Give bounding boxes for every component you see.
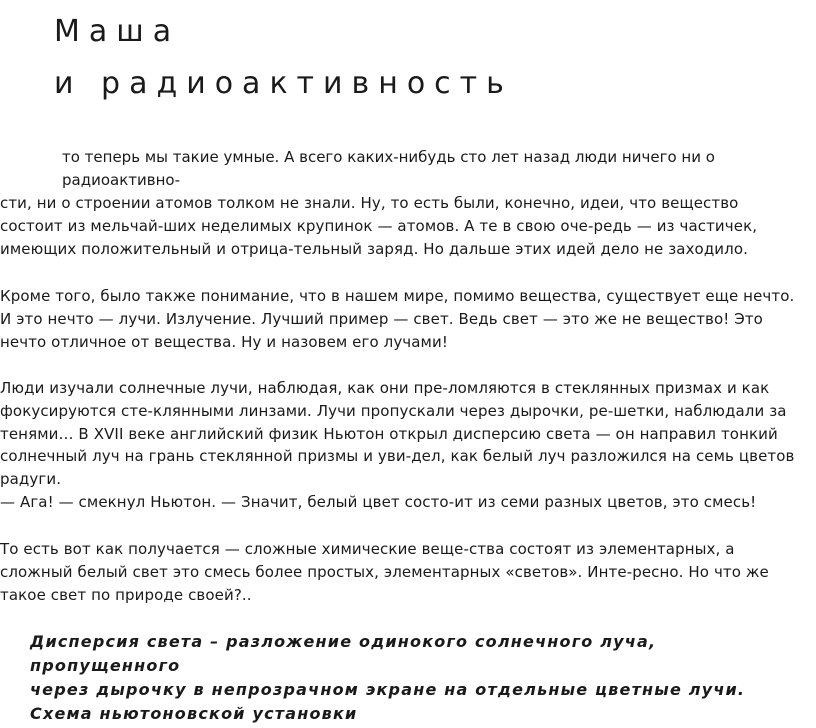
paragraph-rays: Кроме того, было также понимание, что в нашем мире, помимо вещества, существует еще нечто. И это нечто — лучи. Излучение. Лучший пример — свет. Ведь свет — это же не вещество! Это нечто отличное от вещества. Ну и назовем его лучами!	[0, 287, 795, 351]
page-title	[54, 6, 513, 110]
paragraph-newton-quote: — Ага! — смекнул Ньютон. — Значит, белый цвет состо-ит из семи разных цветов, это смесь!	[0, 493, 757, 511]
paragraph-newton: Люди изучали солнечные лучи, наблюдая, как они пре-ломляются в стеклянных призмах и как фокусируются сте-клянными линзами. Лучи пропускали через дырочки, ре-шетки, наблюдали за тенями… В XVII веке английский физик Ньютон открыл дисперсию света — он направил тонкий солнечный луч на грань стеклянной призмы и уви-дел, как белый луч разложился на семь цветов радуги.	[0, 379, 795, 489]
paragraph-light-nature: То есть вот как получается — сложные химические веще-ства состоят из элементарных, а сложный белый свет это смесь более простых, элементарных «светов». Инте-ресно. Но что же такое свет по природе своей?..	[0, 540, 769, 604]
title-line-2: и радиоактивность	[54, 66, 513, 101]
caption-line-1: Дисперсия света – разложение одинокого солнечного луча,	[30, 632, 657, 651]
caption-line-4: Схема ньютоновской установки	[30, 704, 358, 723]
caption-line-2: пропущенного	[30, 656, 181, 675]
caption-line-3: через дырочку в непрозрачном экране на отдельные цветные лучи.	[30, 680, 746, 699]
intro-line-2: радиоактивно-	[62, 170, 180, 189]
paragraph-atoms: сти, ни о строении атомов толком не знали. Ну, то есть были, конечно, идеи, что вещество состоит из мельчай-ших неделимых крупинок — атомов. А те в свою оче-редь — из частичек, имеющих положительный и отрица-тельный заряд. Но дальше этих идей дело не заходило.	[0, 194, 758, 258]
intro-line-1: то теперь мы такие умные. А всего каких-нибудь сто лет назад люди ничего ни о	[62, 148, 715, 166]
intro-paragraph	[62, 146, 742, 192]
figure-caption	[30, 630, 810, 726]
title-line-1: Маша	[54, 14, 181, 49]
